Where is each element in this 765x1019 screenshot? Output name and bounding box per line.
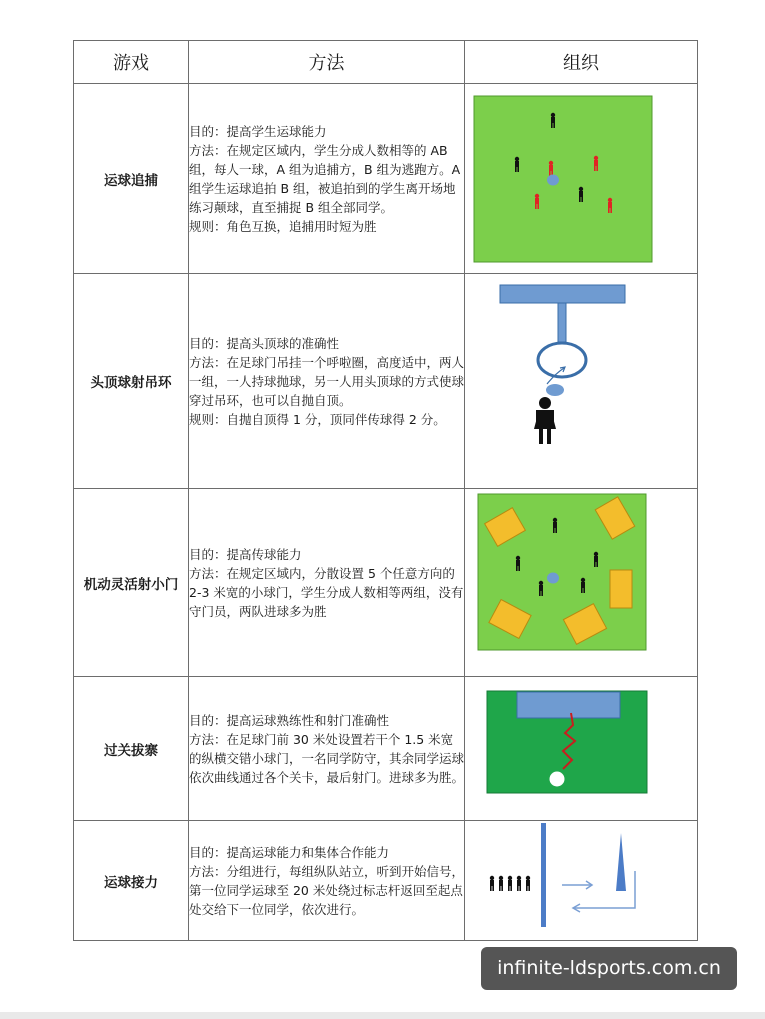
- game-name: 运球接力: [74, 821, 189, 941]
- game-name: 头顶球射吊环: [74, 274, 189, 489]
- relay-team: [490, 876, 530, 891]
- method-description: 方法：在规定区域内，学生分成人数相等的 AB 组，每人一球，A 组为追捕方，B 组为逃跑方。A 组学生运球追拍 B 组，被追拍到的学生离开场地练习颠球，直至捕捉 B 组全部同学。: [189, 142, 461, 215]
- method-rule: 规则：自抛自顶得 1 分，顶同伴传球得 2 分。: [189, 411, 446, 427]
- organization-diagram: [465, 274, 698, 489]
- hanging-bar: [558, 303, 566, 342]
- game-method: [189, 677, 465, 821]
- ball: [550, 772, 565, 787]
- method-goal: 目的：提高头顶球的准确性: [189, 335, 340, 351]
- player-figure: [534, 397, 556, 444]
- organization-diagram: [465, 677, 698, 821]
- organization-diagram: [465, 821, 698, 941]
- games-table: [73, 40, 698, 941]
- table-row: [74, 84, 698, 274]
- ball: [547, 175, 559, 186]
- page-bottom-edge: [0, 1012, 765, 1019]
- table-row: [74, 274, 698, 489]
- method-description: 方法：在足球门吊挂一个呼啦圈，高度适中，两人一组，一人持球抛球，另一人用头顶球的方式使球穿过吊环，也可以自抛自顶。: [189, 354, 465, 408]
- table-row: [74, 489, 698, 677]
- method-goal: 目的：提高传球能力: [189, 546, 302, 562]
- marker-pole: [616, 833, 626, 891]
- field: [474, 96, 652, 262]
- table-row: [74, 677, 698, 821]
- hoop: [538, 343, 586, 377]
- watermark: infinite-ldsports.com.cn: [481, 947, 737, 990]
- header-game: 游戏: [74, 41, 189, 84]
- chase-field-diagram: [465, 84, 697, 274]
- method-rule: 规则：角色互换，追捕用时短为胜: [189, 218, 377, 234]
- dribble-goal-diagram: [465, 677, 697, 821]
- organization-diagram: [465, 489, 698, 677]
- small-goals-diagram: [465, 489, 697, 677]
- ball: [547, 573, 559, 584]
- header-organization: 组织: [465, 41, 698, 84]
- game-method: [189, 84, 465, 274]
- goal: [517, 692, 620, 718]
- game-name: 过关拔寨: [74, 677, 189, 821]
- ball: [546, 384, 564, 396]
- game-method: [189, 274, 465, 489]
- method-description: 方法：分组进行，每组纵队站立，听到开始信号，第一位同学运球至 20 米处绕过标志杆返回至起点处交给下一位同学，依次进行。: [189, 863, 465, 917]
- method-description: 方法：在足球门前 30 米处设置若干个 1.5 米宽的纵横交错小球门，一名同学防守，其余同学运球依次曲线通过各个关卡，最后射门。进球多为胜。: [189, 731, 465, 785]
- table-row: [74, 821, 698, 941]
- game-name: 运球追捕: [74, 84, 189, 274]
- method-goal: 目的：提高学生运球能力: [189, 123, 327, 139]
- game-name: 机动灵活射小门: [74, 489, 189, 677]
- game-method: [189, 489, 465, 677]
- organization-diagram: [465, 84, 698, 274]
- start-line: [541, 823, 546, 927]
- goal-crossbar: [500, 285, 625, 303]
- method-goal: 目的：提高运球能力和集体合作能力: [189, 844, 390, 860]
- header-method: 方法: [189, 41, 465, 84]
- method-goal: 目的：提高运球熟练性和射门准确性: [189, 712, 390, 728]
- game-method: [189, 821, 465, 941]
- relay-diagram: [465, 821, 697, 941]
- method-description: 方法：在规定区域内，分散设置 5 个任意方向的 2-3 米宽的小球门，学生分成人数相等两组，没有守门员，两队进球多为胜: [189, 565, 464, 619]
- hoop-header-diagram: [465, 274, 697, 489]
